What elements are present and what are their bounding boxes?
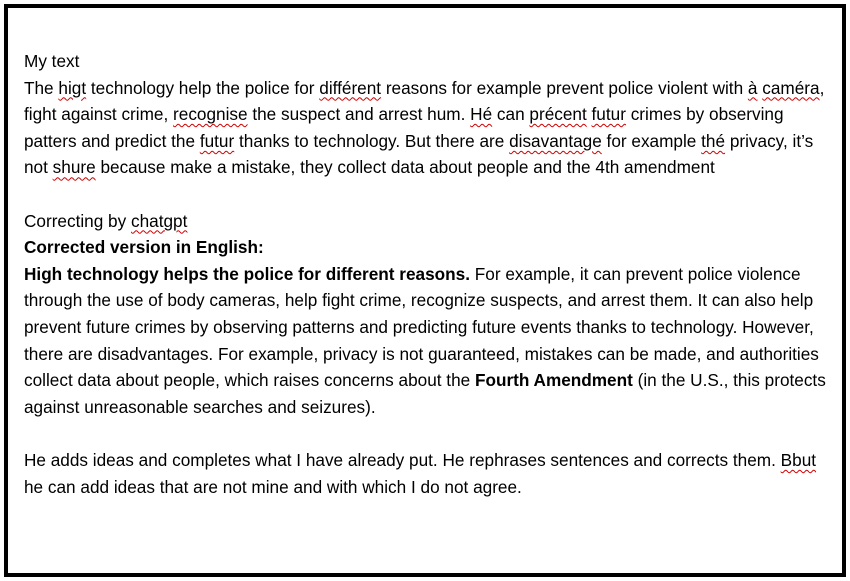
corrected-lead-sentence: High technology helps the police for different reasons. bbox=[24, 263, 470, 284]
blank-line bbox=[24, 420, 834, 447]
text-segment: reasons for example prevent police violent with bbox=[381, 77, 748, 98]
text-segment: crimes by observing patters and predict the bbox=[24, 104, 784, 151]
misspelled-word: futur bbox=[591, 104, 626, 125]
comment-rest: he can add ideas that are not mine and with which I do not agree. bbox=[24, 476, 522, 497]
my-text-heading: My text bbox=[24, 51, 80, 71]
my-text-paragraph bbox=[24, 75, 834, 181]
document-frame bbox=[4, 4, 846, 577]
correcting-label: Correcting by bbox=[24, 210, 131, 231]
corrected-heading: Corrected version in English: bbox=[24, 237, 264, 258]
misspelled-word: higt bbox=[58, 77, 87, 98]
misspelled-word: Hé bbox=[470, 104, 493, 125]
misspelled-word: futur bbox=[199, 130, 235, 151]
corrected-paragraph bbox=[24, 261, 834, 421]
misspelled-word: à bbox=[747, 77, 758, 98]
comment-paragraph bbox=[24, 447, 834, 500]
misspelled-word: différent bbox=[319, 77, 382, 98]
document-text bbox=[24, 48, 834, 500]
correcting-line bbox=[24, 208, 834, 235]
text-segment: the suspect and arrest hum. bbox=[247, 104, 471, 125]
misspelled-word: caméra bbox=[762, 77, 820, 98]
misspelled-word: disavantage bbox=[509, 130, 602, 151]
text-segment: thanks to technology. But there are bbox=[234, 130, 510, 151]
misspelled-word: précent bbox=[529, 104, 587, 125]
text-segment: for example bbox=[601, 130, 702, 151]
text-segment: because make a mistake, they collect data about people and the 4th amendment bbox=[95, 157, 715, 178]
misspelled-word: recognise bbox=[173, 104, 248, 125]
fourth-amendment-term: Fourth Amendment bbox=[474, 370, 633, 391]
text-segment: privacy, it’s not bbox=[24, 130, 814, 178]
correcting-tool-name: chatgpt bbox=[131, 210, 188, 231]
text-segment: technology help the police for bbox=[86, 77, 320, 98]
comment-text: He adds ideas and completes what I have already put. He rephrases sentences and corrects them. bbox=[24, 449, 781, 470]
misspelled-word: thé bbox=[701, 130, 726, 151]
text-segment: , fight against crime, bbox=[24, 77, 825, 125]
corrected-text-part2: (in the U.S., this protects against unreasonable searches and seizures). bbox=[24, 370, 826, 417]
text-segment: can bbox=[492, 104, 530, 125]
comment-misspelled-word: Bbut bbox=[780, 449, 817, 470]
corrected-text-part1: For example, it can prevent police violence through the use of body cameras, help fight crime, recognize suspects, and arrest them. It can also help prevent future crimes by observing patterns and predicting future events thanks to technology. However, there are disadvantages. For example, privacy is not guaranteed, mistakes can be made, and authorities collect data about people, which raises concerns about the bbox=[24, 263, 819, 391]
blank-line bbox=[24, 181, 834, 208]
misspelled-word: shure bbox=[52, 157, 96, 178]
text-segment: The bbox=[24, 77, 59, 98]
